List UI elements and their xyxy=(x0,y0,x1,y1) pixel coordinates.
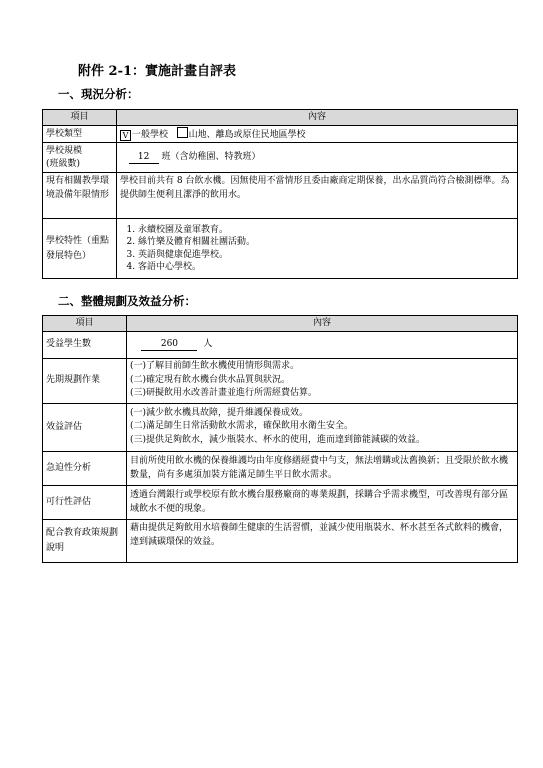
preliminary-line: (二)確定現有飲水機台供水品質與狀況。 xyxy=(130,374,291,385)
feasibility-label: 可行性評估 xyxy=(43,485,127,519)
school-size-label: 學校規模 (班級數) xyxy=(43,143,117,173)
feature-item: 4. 客語中心學校。 xyxy=(138,261,514,274)
facilities-label: 現有相關教學環境設備年限情形 xyxy=(43,173,117,219)
urgency-label: 急迫性分析 xyxy=(43,451,127,485)
preliminary-line: (三)研擬飲用水改善計畫並進行所需經費估算。 xyxy=(130,388,318,399)
checkbox-unchecked[interactable] xyxy=(177,127,188,138)
preliminary-line: (一)了解目前師生飲水機使用情形與需求。 xyxy=(130,361,300,372)
col-header-item: 項目 xyxy=(43,316,127,332)
feature-item: 2. 絲竹樂及體育相關社團活動。 xyxy=(138,236,514,249)
class-count: 12 xyxy=(129,151,159,165)
school-type-label: 學校類型 xyxy=(43,125,117,143)
option-general-school: 一般學校 xyxy=(132,129,169,140)
feasibility-text: 透過台灣銀行或學校原有飲水機台服務廠商的專業規劃，採購合乎需求機型，可改善現有部分區域飲水不便的現象。 xyxy=(127,485,518,519)
school-type-options xyxy=(117,125,518,143)
features-list xyxy=(117,219,518,279)
feature-item: 3. 英語與健康促進學校。 xyxy=(138,249,514,262)
class-count-suffix: 班（含幼稚園、特教班） xyxy=(158,151,261,162)
status-analysis-table xyxy=(42,109,518,279)
preliminary-content xyxy=(127,358,518,403)
benefits-content xyxy=(127,403,518,451)
col-header-content: 內容 xyxy=(127,316,518,332)
section1-heading: 一、現況分析： xyxy=(58,87,139,101)
policy-text: 藉由提供足夠飲用水培養師生健康的生活習慣，並減少使用瓶裝水、杯水甚至各式飲料的機會，達到減碳環保的效益。 xyxy=(127,519,518,562)
beneficiaries-value xyxy=(127,331,518,358)
policy-label: 配合教育政策規劃說明 xyxy=(43,519,127,562)
features-label: 學校特性（重點發展特色） xyxy=(43,219,117,279)
feature-item: 1. 永續校園及童軍教育。 xyxy=(138,224,514,237)
benefit-line: (三)提供足夠飲水，減少瓶裝水、杯水的使用，進而達到節能減碳的效益。 xyxy=(130,434,426,445)
benefit-line: (一)減少飲水機具故障，提升維護保養成效。 xyxy=(130,407,309,418)
facilities-text: 學校目前共有 8 台飲水機。因無使用不當情形且委由廠商定期保養，出水品質尚符合檢測標準。為提供師生便利且潔淨的飲用水。 xyxy=(117,173,518,219)
option-remote-school: 山地、離島或原住民地區學校 xyxy=(188,129,306,140)
student-unit: 人 xyxy=(203,338,213,349)
page-title: 附件 2-1：實施計畫自評表 xyxy=(78,64,237,79)
benefits-label: 效益評估 xyxy=(43,403,127,451)
planning-benefit-table xyxy=(42,315,518,563)
col-header-item: 項目 xyxy=(43,110,117,126)
col-header-content: 內容 xyxy=(117,110,518,126)
benefit-line: (二)滿足師生日常活動飲水需求，確保飲用水衛生安全。 xyxy=(130,421,354,432)
urgency-text: 目前所使用飲水機的保養維護均由年度修繕經費中勻支，無法增購或汰舊換新；且受限於飲水機數量，尚有多處須加裝方能滿足師生平日飲水需求。 xyxy=(127,451,518,485)
section2-heading: 二、整體規劃及效益分析： xyxy=(58,294,196,308)
student-count: 260 xyxy=(141,338,197,352)
school-size-value xyxy=(117,143,518,173)
checkbox-checked[interactable]: V xyxy=(120,130,131,141)
beneficiaries-label: 受益學生數 xyxy=(43,331,127,358)
preliminary-label: 先期規劃作業 xyxy=(43,358,127,403)
